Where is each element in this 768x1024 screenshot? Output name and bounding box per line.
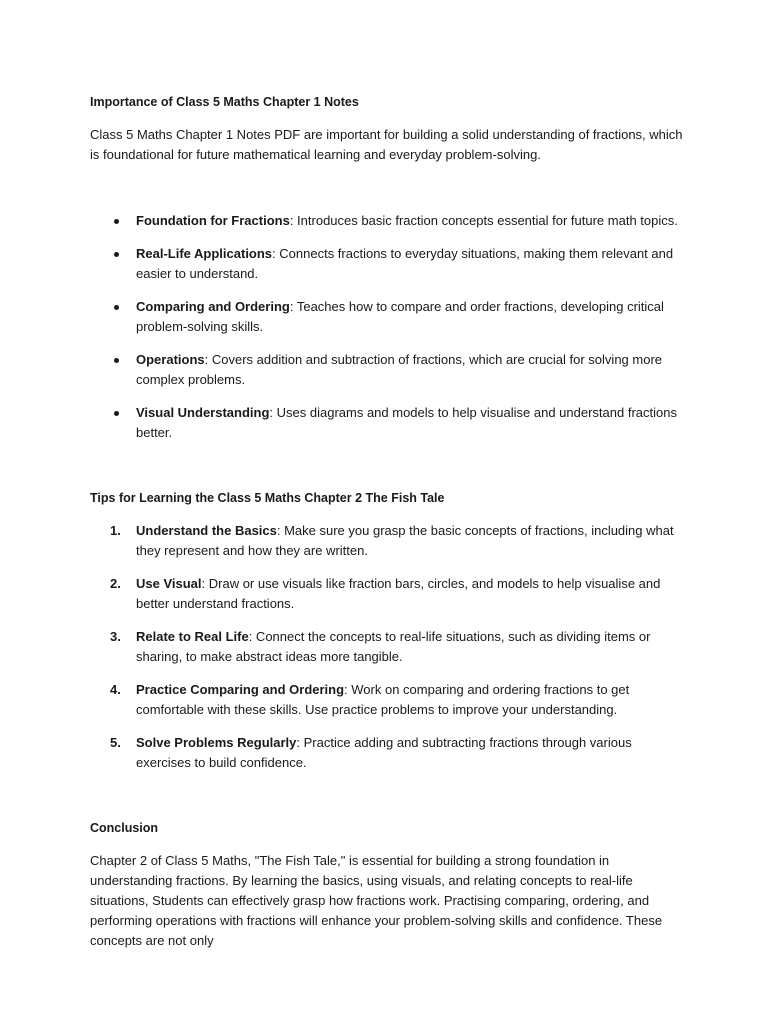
list-item	[90, 350, 690, 390]
tips-numbered-list	[90, 521, 690, 773]
section-heading-importance: Importance of Class 5 Maths Chapter 1 Notes	[90, 95, 359, 109]
list-item	[90, 627, 690, 667]
tip-term: Understand the Basics	[136, 523, 277, 538]
tip-term: Practice Comparing and Ordering	[136, 682, 345, 697]
bullet-icon	[114, 411, 119, 416]
list-number: 2.	[110, 576, 121, 591]
importance-bullet-list	[90, 211, 690, 443]
tip-text: : Draw or use visuals like fraction bars, circles, and models to help visualise and better understand fractions.	[136, 576, 661, 611]
list-item	[90, 297, 690, 337]
list-number: 5.	[110, 735, 121, 750]
tip-term: Solve Problems Regularly	[136, 735, 297, 750]
section-heading-tips: Tips for Learning the Class 5 Maths Chapter 2 The Fish Tale	[90, 491, 445, 505]
list-number: 3.	[110, 629, 121, 644]
bullet-term: Foundation for Fractions	[136, 213, 290, 228]
list-item	[90, 244, 690, 284]
bullet-text: : Covers addition and subtraction of fractions, which are crucial for solving more complex problems.	[136, 352, 663, 387]
bullet-icon	[114, 219, 119, 224]
bullet-icon	[114, 252, 119, 257]
list-item	[90, 211, 690, 231]
bullet-icon	[114, 358, 119, 363]
bullet-term: Real-Life Applications	[136, 246, 273, 261]
list-item	[90, 733, 690, 773]
list-item	[90, 403, 690, 443]
section-heading-conclusion: Conclusion	[90, 821, 159, 835]
list-item	[90, 574, 690, 614]
tip-text: : Work on comparing and ordering fractions to get comfortable with these skills. Use practice problems to improve your understanding.	[136, 682, 630, 717]
tip-term: Relate to Real Life	[136, 629, 249, 644]
conclusion-paragraph: Chapter 2 of Class 5 Maths, "The Fish Tale," is essential for building a strong foundation in understanding fractions. By learning the basics, using visuals, and relating concepts to real-life situations, Students can effectively grasp how fractions work. Practising comparing, ordering, and performing operations with fractions will enhance your problem-solving skills and confidence. These concepts are not only	[90, 853, 663, 948]
bullet-icon	[114, 305, 119, 310]
tip-text: : Practice adding and subtracting fractions through various exercises to build confidence.	[136, 735, 632, 770]
tip-text: : Make sure you grasp the basic concepts of fractions, including what they represent and how they are written.	[136, 523, 674, 558]
importance-intro-paragraph: Class 5 Maths Chapter 1 Notes PDF are important for building a solid understanding of fractions, which is foundational for future mathematical learning and everyday problem-solving.	[90, 127, 683, 162]
bullet-term: Comparing and Ordering	[136, 299, 290, 314]
list-number: 4.	[110, 682, 121, 697]
tip-term: Use Visual	[136, 576, 202, 591]
tip-text: : Connect the concepts to real-life situations, such as dividing items or sharing, to make abstract ideas more tangible.	[136, 629, 651, 664]
list-item	[90, 680, 690, 720]
list-item	[90, 521, 690, 561]
bullet-text: : Introduces basic fraction concepts essential for future math topics.	[289, 213, 678, 228]
bullet-text: : Uses diagrams and models to help visualise and understand fractions better.	[136, 405, 677, 440]
bullet-term: Operations	[136, 352, 205, 367]
list-number: 1.	[110, 523, 121, 538]
bullet-term: Visual Understanding	[136, 405, 270, 420]
bullet-text: : Connects fractions to everyday situations, making them relevant and easier to understand.	[136, 246, 674, 281]
bullet-text: : Teaches how to compare and order fractions, developing critical problem-solving skills.	[136, 299, 664, 334]
